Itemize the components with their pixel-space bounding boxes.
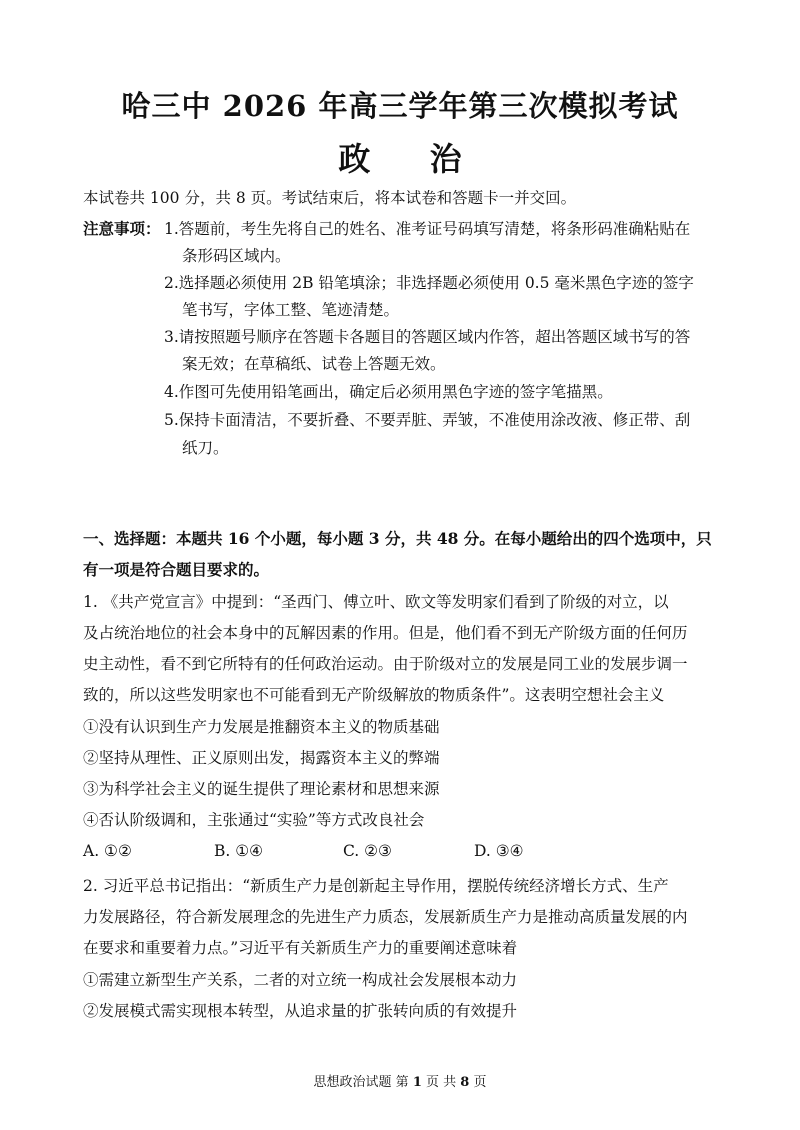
- q1-statement-4: ④否认阶级调和，主张通过“实验”等方式改良社会: [83, 811, 425, 829]
- q1-option-b: B. ①④: [214, 842, 264, 860]
- note-item-4-line-1: 4.作图可先使用铅笔画出，确定后必须用黑色字迹的签字笔描黑。: [164, 383, 613, 401]
- notes-label: 注意事项：: [83, 219, 161, 238]
- q1-statement-2: ②坚持从理性、正义原则出发，揭露资本主义的弊端: [83, 749, 440, 767]
- footer-page-number: 1: [412, 1075, 422, 1090]
- note-item-2-line-1: 2.选择题必须使用 2B 铅笔填涂；非选择题必须使用 0.5 毫米黑色字迹的签字: [164, 274, 694, 292]
- q1-option-c: C. ②③: [343, 842, 392, 860]
- q2-statement-1: ①需建立新型生产关系，二者的对立统一构成社会发展根本动力: [83, 971, 518, 989]
- footer-middle: 页 共: [421, 1075, 461, 1090]
- section-heading-line-1: 一、选择题：本题共 16 个小题，每小题 3 分，共 48 分。在每小题给出的四个选项中，只: [83, 529, 712, 548]
- note-item-3-line-2: 案无效；在草稿纸、试卷上答题无效。: [182, 355, 446, 373]
- section-heading-line-2: 有一项是符合题目要求的。: [83, 560, 270, 579]
- q1-stem-line-1: 1. 《共产党宣言》中提到：“圣西门、傅立叶、欧文等发明家们看到了阶级的对立，以: [83, 593, 669, 611]
- note-item-1-line-2: 条形码区域内。: [182, 247, 291, 265]
- q1-stem-line-4: 致的，所以这些发明家也不可能看到无产阶级解放的物质条件”。这表明空想社会主义: [83, 686, 665, 704]
- q2-stem-line-2: 力发展路径，符合新发展理念的先进生产力质态，发展新质生产力是推动高质量发展的内: [83, 908, 688, 926]
- intro-text: 本试卷共 100 分，共 8 页。考试结束后，将本试卷和答题卡一并交回。: [83, 189, 577, 207]
- q2-stem-line-1: 2. 习近平总书记指出：“新质生产力是创新起主导作用，摆脱传统经济增长方式、生产: [83, 877, 669, 895]
- note-item-5-line-2: 纸刀。: [182, 439, 229, 457]
- exam-subject: 政 治: [338, 140, 486, 178]
- q1-stem-line-3: 史主动性，看不到它所特有的任何政治运动。由于阶级对立的发展是同工业的发展步调一: [83, 655, 688, 673]
- q1-statement-1: ①没有认识到生产力发展是推翻资本主义的物质基础: [83, 718, 440, 736]
- q1-statement-3: ③为科学社会主义的诞生提供了理论素材和思想来源: [83, 780, 440, 798]
- footer-prefix: 思想政治试题 第: [313, 1075, 413, 1090]
- note-item-2-line-2: 笔书写，字体工整、笔迹清楚。: [182, 301, 400, 319]
- footer-suffix: 页: [469, 1075, 487, 1090]
- note-item-5-line-1: 5.保持卡面清洁，不要折叠、不要弄脏、弄皱，不准使用涂改液、修正带、刮: [164, 411, 691, 429]
- page-footer: [0, 1071, 800, 1090]
- q2-statement-2: ②发展模式需实现根本转型，从追求量的扩张转向质的有效提升: [83, 1002, 518, 1020]
- exam-title: 哈三中 2026 年高三学年第三次模拟考试: [121, 89, 679, 123]
- q1-stem-line-2: 及占统治地位的社会本身中的瓦解因素的作用。但是，他们看不到无产阶级方面的任何历: [83, 624, 688, 642]
- note-item-1-line-1: 1.答题前，考生先将自己的姓名、准考证号码填写清楚，将条形码准确粘贴在: [164, 220, 691, 238]
- q1-option-a: A. ①②: [83, 842, 132, 860]
- footer-total-pages: 8: [460, 1075, 470, 1090]
- q1-option-d: D. ③④: [474, 842, 524, 860]
- q2-stem-line-3: 在要求和重要着力点。”习近平有关新质生产力的重要阐述意味着: [83, 939, 518, 957]
- note-item-3-line-1: 3.请按照题号顺序在答题卡各题目的答题区域内作答，超出答题区域书写的答: [164, 328, 691, 346]
